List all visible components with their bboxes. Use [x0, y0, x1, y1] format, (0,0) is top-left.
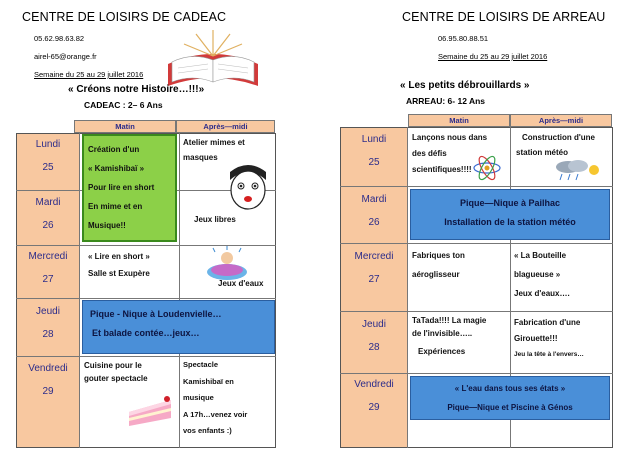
right-day-thu: Jeudi 28 — [362, 319, 386, 353]
left-kamishibai-text: Création d'un « Kamishibaï » Pour lire en short En mime et en Musique!! — [88, 145, 155, 230]
weather-station-icon — [548, 158, 604, 184]
left-header-afternoon: Après—midi — [176, 120, 275, 133]
left-fri-afternoon: Spectacle Kamishibaï en musique A 17h…venez voir vos enfants :) — [183, 360, 248, 435]
right-thu-afternoon: Fabrication d'une Girouette!!! Jeu la tête à l'envers… — [514, 318, 584, 358]
right-theme: « Les petits débrouillards » — [400, 80, 530, 91]
left-day-thu: Jeudi 28 — [36, 306, 60, 340]
right-thu-morning: TaTada!!!! La magie de l'invisible….. Expériences — [412, 316, 487, 356]
right-mon-afternoon: Construction d'une station météo — [516, 133, 596, 157]
left-group: CADEAC : 2– 6 Ans — [84, 100, 163, 110]
left-title: CENTRE DE LOISIRS DE CADEAC — [22, 10, 227, 24]
left-wed-afternoon: Jeux d'eaux — [218, 279, 264, 288]
left-day-mon: Lundi 25 — [35, 139, 61, 173]
left-day-column — [17, 134, 79, 447]
left-tue-afternoon: Jeux libres — [194, 215, 236, 224]
left-theme: « Créons notre Histoire…!!!» — [68, 84, 205, 95]
left-fri-morning: Cuisine pour le gouter spectacle — [84, 361, 148, 383]
left-day-wed: Mercredi 27 — [28, 251, 68, 285]
atom-icon — [472, 154, 502, 182]
left-mon-afternoon: Atelier mimes et masques — [183, 138, 245, 162]
right-wed-morning: Fabriques ton aéroglisseur — [412, 251, 465, 279]
left-wed-morning: « Lire en short » Salle st Exupère — [88, 252, 150, 278]
right-group: ARREAU: 6- 12 Ans — [406, 96, 486, 106]
left-header-morning: Matin — [74, 120, 176, 133]
right-phone: 06.95.80.88.51 — [438, 34, 489, 43]
right-title: CENTRE DE LOISIRS DE ARREAU — [402, 10, 606, 24]
right-day-fri: Vendredi 29 — [354, 379, 394, 413]
left-week: Semaine du 25 au 29 juillet 2016 — [34, 70, 144, 79]
right-header-afternoon: Après—midi — [510, 114, 612, 127]
mime-face-icon — [224, 162, 272, 212]
cake-icon — [125, 392, 175, 428]
right-mon-morning: Lançons nous dans des défis scientifiques!!!! — [412, 133, 488, 174]
left-day-tue: Mardi 26 — [35, 197, 61, 231]
left-phone: 05.62.98.63.82 — [34, 34, 85, 43]
right-day-wed: Mercredi 27 — [354, 251, 394, 285]
right-week: Semaine du 25 au 29 juillet 2016 — [438, 52, 548, 61]
right-day-tue: Mardi 26 — [361, 194, 387, 228]
right-tuesday-text: Pique—Nique à Pailhac Installation de la station météo — [444, 198, 576, 227]
right-header-morning: Matin — [408, 114, 510, 127]
left-email: airel-65@orange.fr — [34, 52, 97, 61]
right-day-mon: Lundi 25 — [361, 134, 387, 168]
right-friday-text: « L'eau dans tous ses états » Pique—Nique et Piscine à Génos — [447, 384, 573, 412]
left-day-fri: Vendredi 29 — [28, 363, 68, 397]
left-thursday-text: Pique - Nique à Loudenvielle… Et balade contée…jeux… — [90, 309, 222, 338]
right-wed-afternoon: « La Bouteille blagueuse » Jeux d'eaux…. — [514, 251, 570, 298]
